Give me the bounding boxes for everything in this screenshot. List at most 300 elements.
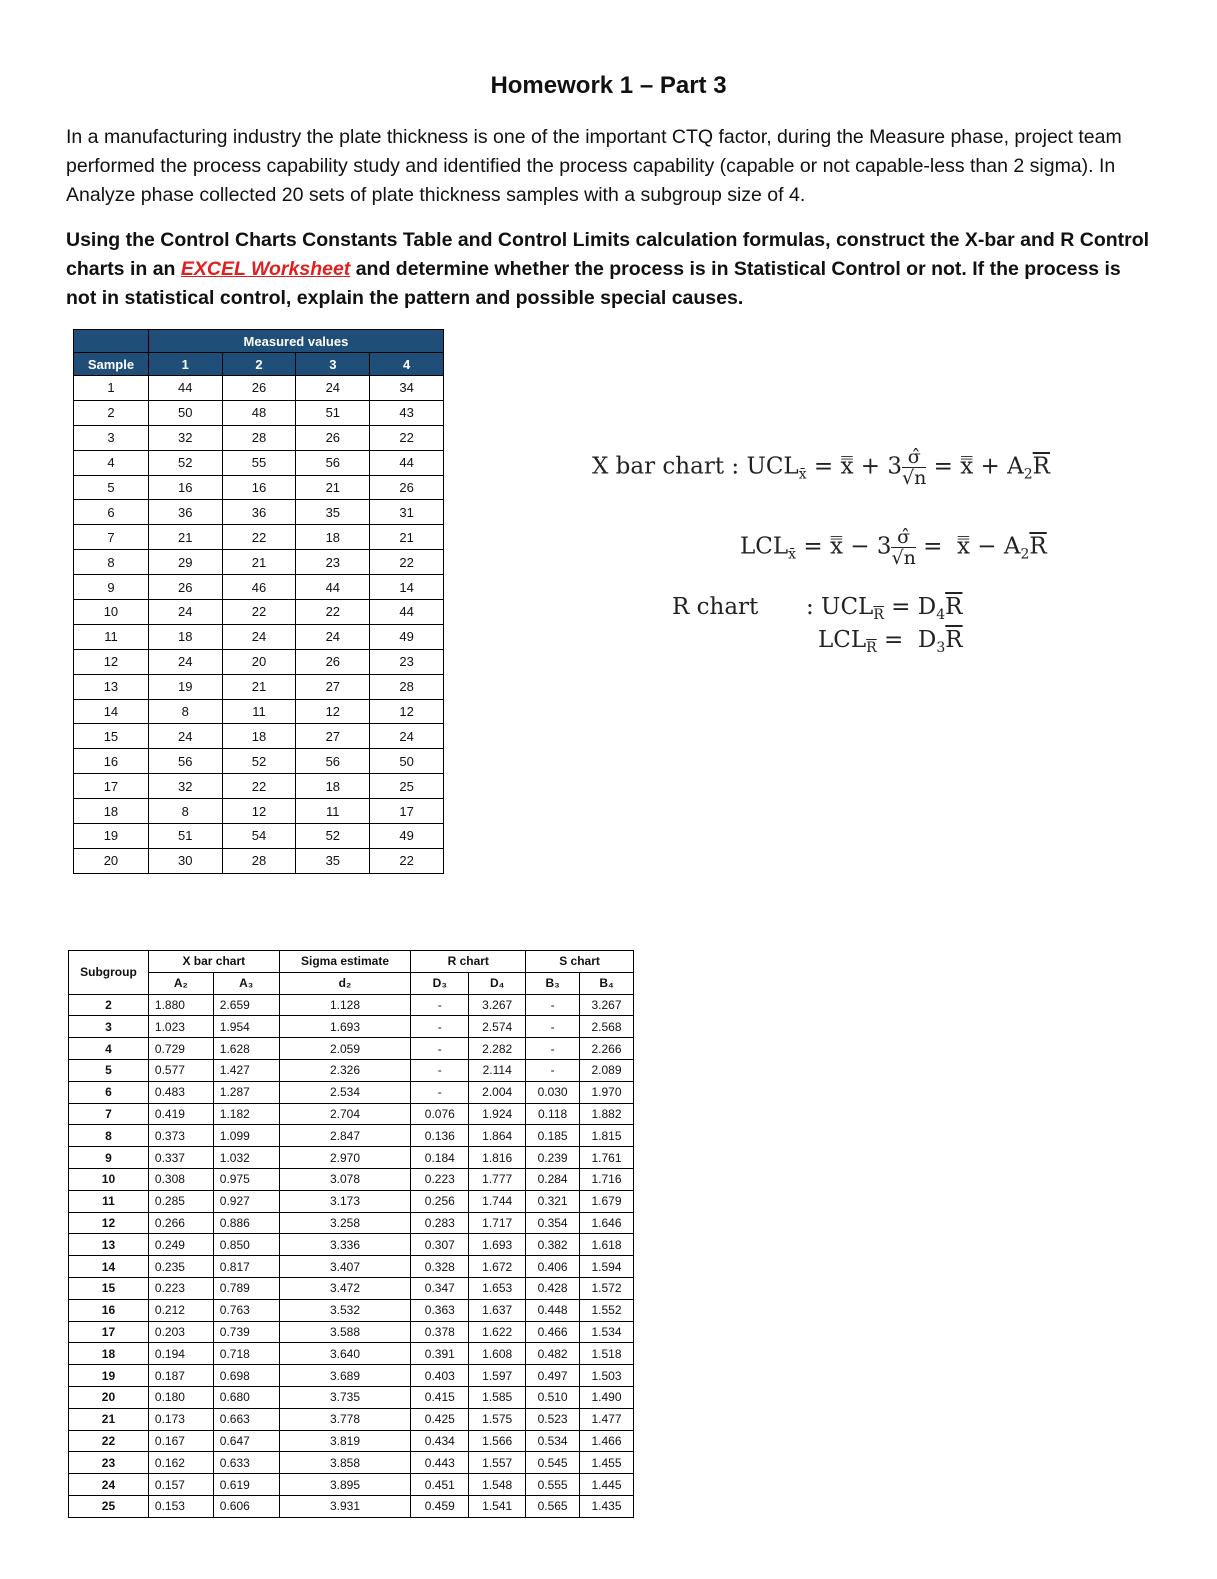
table-row: [74, 774, 444, 799]
r-ucl-label: : UCL: [806, 594, 874, 620]
table-row: [74, 600, 444, 625]
constant-value: 3.173: [279, 1190, 411, 1212]
measured-value: 22: [370, 550, 444, 575]
constant-value: 3.778: [279, 1408, 411, 1430]
measured-value: 21: [296, 475, 370, 500]
measured-value: 23: [296, 550, 370, 575]
b3-header: B₃: [526, 972, 580, 994]
subgroup-size: 11: [69, 1190, 149, 1212]
measured-value: 36: [148, 500, 222, 525]
table-row: [69, 1408, 634, 1430]
measured-value: 21: [148, 525, 222, 550]
constant-value: 3.735: [279, 1386, 411, 1408]
measured-value: 24: [222, 624, 296, 649]
table-row: [69, 1452, 634, 1474]
constant-value: 0.378: [411, 1321, 469, 1343]
constant-value: 0.363: [411, 1299, 469, 1321]
constant-value: 0.194: [148, 1343, 213, 1365]
constant-value: 1.864: [469, 1125, 526, 1147]
constant-value: 0.266: [148, 1212, 213, 1234]
subgroup-size: 10: [69, 1168, 149, 1190]
measured-value: 31: [370, 500, 444, 525]
constant-value: 0.577: [148, 1059, 213, 1081]
sample-number: 7: [74, 525, 149, 550]
table-row: [69, 1365, 634, 1387]
subgroup-size: 5: [69, 1059, 149, 1081]
constant-value: 1.672: [469, 1256, 526, 1278]
measured-values-header: Measured values: [148, 330, 443, 353]
constant-value: 0.419: [148, 1103, 213, 1125]
a2-header: A₂: [148, 972, 213, 994]
measured-value: 21: [222, 674, 296, 699]
constant-value: 1.503: [580, 1365, 634, 1387]
measured-value: 36: [222, 500, 296, 525]
table-row: [74, 376, 444, 401]
table-row: [74, 400, 444, 425]
measured-value: 29: [148, 550, 222, 575]
table-row: [69, 1256, 634, 1278]
sample-number: 1: [74, 376, 149, 401]
sample-number: 5: [74, 475, 149, 500]
measured-value: 17: [370, 799, 444, 824]
constant-value: 0.763: [213, 1299, 279, 1321]
table-row: [69, 1103, 634, 1125]
constant-value: 0.307: [411, 1234, 469, 1256]
constant-value: 1.816: [469, 1147, 526, 1169]
constant-value: 2.282: [469, 1038, 526, 1060]
subgroup-size: 2: [69, 994, 149, 1016]
constant-value: -: [411, 1059, 469, 1081]
constant-value: -: [526, 994, 580, 1016]
measured-value: 11: [222, 699, 296, 724]
constant-value: 0.497: [526, 1365, 580, 1387]
constant-value: 0.729: [148, 1038, 213, 1060]
constant-value: 0.698: [213, 1365, 279, 1387]
table-row: [69, 1081, 634, 1103]
constant-value: 1.585: [469, 1386, 526, 1408]
constant-value: 0.185: [526, 1125, 580, 1147]
measured-value: 14: [370, 575, 444, 600]
measured-value: 24: [148, 600, 222, 625]
constant-value: -: [411, 1038, 469, 1060]
constant-value: 3.078: [279, 1168, 411, 1190]
constant-value: 1.693: [279, 1016, 411, 1038]
constant-value: 1.128: [279, 994, 411, 1016]
measured-value: 32: [148, 774, 222, 799]
constant-value: 1.608: [469, 1343, 526, 1365]
col-header-2: 2: [222, 353, 296, 376]
measured-value: 28: [222, 848, 296, 873]
constant-value: 0.789: [213, 1277, 279, 1299]
constant-value: 0.428: [526, 1277, 580, 1299]
measured-value: 34: [370, 376, 444, 401]
table-row: [69, 994, 634, 1016]
measured-value: 28: [370, 674, 444, 699]
table-row: [74, 699, 444, 724]
table-row: [74, 848, 444, 873]
table-row: [69, 1495, 634, 1517]
constant-value: 2.574: [469, 1016, 526, 1038]
measured-value: 8: [148, 799, 222, 824]
constant-value: 0.975: [213, 1168, 279, 1190]
constant-value: 0.347: [411, 1277, 469, 1299]
r-chart-label: R chart: [672, 594, 759, 620]
table-row: [74, 749, 444, 774]
constant-value: 0.817: [213, 1256, 279, 1278]
measured-value: 51: [148, 824, 222, 849]
constant-value: 1.182: [213, 1103, 279, 1125]
r-ucl-formula: : $UCL_{\overline{R}} = D_4\overline{R}$: [806, 594, 963, 623]
constant-value: 2.970: [279, 1147, 411, 1169]
constant-value: 0.223: [148, 1277, 213, 1299]
constant-value: 0.337: [148, 1147, 213, 1169]
table-row: [69, 1386, 634, 1408]
subgroup-size: 24: [69, 1474, 149, 1496]
measured-value: 44: [370, 450, 444, 475]
subgroup-size: 3: [69, 1016, 149, 1038]
sigma-estimate-header: Sigma estimate: [279, 951, 411, 973]
subgroup-size: 17: [69, 1321, 149, 1343]
constant-value: 1.693: [469, 1234, 526, 1256]
measured-value: 22: [222, 525, 296, 550]
constant-value: 0.076: [411, 1103, 469, 1125]
constant-value: 0.483: [148, 1081, 213, 1103]
constant-value: 1.023: [148, 1016, 213, 1038]
table-row: [74, 674, 444, 699]
measured-value: 56: [296, 450, 370, 475]
measured-value: 25: [370, 774, 444, 799]
sample-number: 10: [74, 600, 149, 625]
measured-value: 55: [222, 450, 296, 475]
subgroup-size: 13: [69, 1234, 149, 1256]
constant-value: 1.716: [580, 1168, 634, 1190]
r-chart-header: R chart: [411, 951, 526, 973]
constant-value: 0.448: [526, 1299, 580, 1321]
subgroup-header: Subgroup: [69, 951, 149, 995]
constant-value: 1.435: [580, 1495, 634, 1517]
constant-value: 3.689: [279, 1365, 411, 1387]
constant-value: 1.622: [469, 1321, 526, 1343]
constant-value: 0.354: [526, 1212, 580, 1234]
measured-value: 24: [296, 624, 370, 649]
s-chart-header: S chart: [526, 951, 634, 973]
measured-value: 52: [296, 824, 370, 849]
constant-value: 1.679: [580, 1190, 634, 1212]
measured-value: 48: [222, 400, 296, 425]
sample-number: 11: [74, 624, 149, 649]
constant-value: 3.640: [279, 1343, 411, 1365]
sample-number: 9: [74, 575, 149, 600]
constant-value: 0.606: [213, 1495, 279, 1517]
measured-value: 44: [296, 575, 370, 600]
constant-value: 2.847: [279, 1125, 411, 1147]
measured-value: 32: [148, 425, 222, 450]
measured-value: 24: [148, 724, 222, 749]
measured-value: 24: [296, 376, 370, 401]
constant-value: 1.557: [469, 1452, 526, 1474]
measured-value: 54: [222, 824, 296, 849]
table-row: [74, 724, 444, 749]
sample-number: 3: [74, 425, 149, 450]
constant-value: 0.030: [526, 1081, 580, 1103]
constant-value: 3.819: [279, 1430, 411, 1452]
table-row: [69, 1430, 634, 1452]
constant-value: 0.308: [148, 1168, 213, 1190]
constant-value: 1.761: [580, 1147, 634, 1169]
measured-value: 22: [370, 425, 444, 450]
xbar-ucl-formula: X bar chart : $UCL_{x̄}$ = x̿ + 3 $\frac{\sigmâ}{√n}$ = x̿ + $A_2\overline{R}$: [592, 446, 1050, 489]
table-row: [69, 1343, 634, 1365]
measured-value: 56: [148, 749, 222, 774]
sample-number: 12: [74, 649, 149, 674]
measured-value: 52: [148, 450, 222, 475]
constant-value: 1.099: [213, 1125, 279, 1147]
instruction-part1: Using the Control Charts Constants Table and Control Limits calculation formulas, construct the X-bar and R Control charts in an: [66, 229, 1150, 280]
constant-value: 0.136: [411, 1125, 469, 1147]
constant-value: 1.455: [580, 1452, 634, 1474]
constant-value: 0.285: [148, 1190, 213, 1212]
table-row: [69, 1277, 634, 1299]
constant-value: 0.284: [526, 1168, 580, 1190]
constant-value: 1.628: [213, 1038, 279, 1060]
constant-value: 0.619: [213, 1474, 279, 1496]
measured-value: 35: [296, 500, 370, 525]
subgroup-size: 23: [69, 1452, 149, 1474]
measured-value: 21: [370, 525, 444, 550]
constant-value: 0.886: [213, 1212, 279, 1234]
table-row: [69, 1147, 634, 1169]
measured-value: 27: [296, 674, 370, 699]
constant-value: 0.482: [526, 1343, 580, 1365]
r-lcl-formula: $LCL_{\overline{R}} = D_3\overline{R}$: [818, 627, 963, 656]
table-row: [74, 575, 444, 600]
table-row: [74, 799, 444, 824]
constant-value: 1.594: [580, 1256, 634, 1278]
d3-header: D₃: [411, 972, 469, 994]
table-row: [74, 500, 444, 525]
measured-value: 22: [222, 774, 296, 799]
constant-value: 0.167: [148, 1430, 213, 1452]
constant-value: 1.744: [469, 1190, 526, 1212]
table-row: [74, 450, 444, 475]
constant-value: 1.717: [469, 1212, 526, 1234]
measured-value: 46: [222, 575, 296, 600]
constant-value: 1.618: [580, 1234, 634, 1256]
constant-value: 2.266: [580, 1038, 634, 1060]
constant-value: 2.004: [469, 1081, 526, 1103]
table-row: [74, 425, 444, 450]
sample-number: 18: [74, 799, 149, 824]
table-row: [69, 1321, 634, 1343]
measured-value: 24: [370, 724, 444, 749]
measured-value: 49: [370, 624, 444, 649]
measured-value: 18: [296, 525, 370, 550]
subgroup-size: 9: [69, 1147, 149, 1169]
constant-value: 2.326: [279, 1059, 411, 1081]
constant-value: 1.518: [580, 1343, 634, 1365]
measured-value: 8: [148, 699, 222, 724]
measured-value: 24: [148, 649, 222, 674]
table-row: [69, 1474, 634, 1496]
measured-value: 26: [370, 475, 444, 500]
instruction-paragraph: [66, 226, 1151, 313]
sample-number: 16: [74, 749, 149, 774]
constant-value: 0.523: [526, 1408, 580, 1430]
intro-paragraph: In a manufacturing industry the plate thickness is one of the important CTQ factor, during the Measure phase, project team performed the process capability study and identified the process capability (capable or not capable-less than 2 sigma). In Analyze phase collected 20 sets of plate thickness samples with a subgroup size of 4.: [66, 126, 1122, 206]
sample-number: 15: [74, 724, 149, 749]
constant-value: 0.321: [526, 1190, 580, 1212]
constant-value: 3.532: [279, 1299, 411, 1321]
constant-value: 2.704: [279, 1103, 411, 1125]
subgroup-size: 22: [69, 1430, 149, 1452]
constant-value: 0.739: [213, 1321, 279, 1343]
constant-value: 1.815: [580, 1125, 634, 1147]
control-chart-constants-table: [68, 950, 634, 1518]
constant-value: 3.472: [279, 1277, 411, 1299]
constant-value: 3.336: [279, 1234, 411, 1256]
measured-value: 26: [296, 425, 370, 450]
constant-value: 0.239: [526, 1147, 580, 1169]
constant-value: 0.565: [526, 1495, 580, 1517]
constant-value: 0.256: [411, 1190, 469, 1212]
constant-value: 0.510: [526, 1386, 580, 1408]
table-row: [74, 624, 444, 649]
constant-value: 1.466: [580, 1430, 634, 1452]
constant-value: 1.880: [148, 994, 213, 1016]
constant-value: 1.637: [469, 1299, 526, 1321]
constant-value: 2.114: [469, 1059, 526, 1081]
constant-value: 0.718: [213, 1343, 279, 1365]
constant-value: 1.566: [469, 1430, 526, 1452]
subgroup-size: 18: [69, 1343, 149, 1365]
constant-value: -: [526, 1016, 580, 1038]
subgroup-size: 25: [69, 1495, 149, 1517]
subgroup-size: 16: [69, 1299, 149, 1321]
constant-value: 0.434: [411, 1430, 469, 1452]
constant-value: 2.534: [279, 1081, 411, 1103]
measured-values-body: [74, 376, 444, 874]
constant-value: 3.931: [279, 1495, 411, 1517]
sample-number: 13: [74, 674, 149, 699]
measured-value: 16: [222, 475, 296, 500]
measured-value: 11: [296, 799, 370, 824]
xbar-lcl-formula: $LCL_{x̄}$ = x̿ − 3 $\frac{\sigmâ}{√n}$ = x̿ − $A_2\overline{R}$: [740, 526, 1047, 569]
measured-value: 12: [370, 699, 444, 724]
constant-value: 1.575: [469, 1408, 526, 1430]
constant-value: 0.633: [213, 1452, 279, 1474]
measured-value: 52: [222, 749, 296, 774]
d4-header: D₄: [469, 972, 526, 994]
page-title: Homework 1 – Part 3: [490, 72, 727, 99]
measured-value: 22: [370, 848, 444, 873]
sample-number: 2: [74, 400, 149, 425]
constant-value: 1.777: [469, 1168, 526, 1190]
subgroup-size: 12: [69, 1212, 149, 1234]
constant-value: 2.089: [580, 1059, 634, 1081]
constant-value: 0.187: [148, 1365, 213, 1387]
constant-value: 0.184: [411, 1147, 469, 1169]
constant-value: 0.459: [411, 1495, 469, 1517]
constant-value: 0.680: [213, 1386, 279, 1408]
constant-value: 1.646: [580, 1212, 634, 1234]
constant-value: 0.328: [411, 1256, 469, 1278]
constant-value: 1.572: [580, 1277, 634, 1299]
measured-value: 30: [148, 848, 222, 873]
constant-value: 0.534: [526, 1430, 580, 1452]
table-row: [74, 525, 444, 550]
constant-value: 0.403: [411, 1365, 469, 1387]
measured-value: 43: [370, 400, 444, 425]
table-row: [74, 824, 444, 849]
constant-value: 0.415: [411, 1386, 469, 1408]
measured-value: 44: [370, 600, 444, 625]
subgroup-size: 6: [69, 1081, 149, 1103]
sample-number: 6: [74, 500, 149, 525]
constant-value: 0.451: [411, 1474, 469, 1496]
constant-value: 1.552: [580, 1299, 634, 1321]
measured-value: 44: [148, 376, 222, 401]
sample-number: 19: [74, 824, 149, 849]
col-header-4: 4: [370, 353, 444, 376]
measured-value: 28: [222, 425, 296, 450]
constant-value: 1.882: [580, 1103, 634, 1125]
constant-value: -: [526, 1038, 580, 1060]
b4-header: B₄: [580, 972, 634, 994]
constant-value: -: [411, 1081, 469, 1103]
measured-value: 12: [296, 699, 370, 724]
constant-value: 0.850: [213, 1234, 279, 1256]
constant-value: 1.653: [469, 1277, 526, 1299]
constant-value: 3.267: [580, 994, 634, 1016]
constant-value: 2.659: [213, 994, 279, 1016]
measured-value: 50: [370, 749, 444, 774]
xbar-chart-header: X bar chart: [148, 951, 279, 973]
measured-value: 12: [222, 799, 296, 824]
constant-value: 0.391: [411, 1343, 469, 1365]
constant-value: 3.258: [279, 1212, 411, 1234]
constant-value: 0.425: [411, 1408, 469, 1430]
constant-value: 1.970: [580, 1081, 634, 1103]
excel-worksheet-link[interactable]: EXCEL Worksheet: [180, 258, 351, 280]
constant-value: 0.249: [148, 1234, 213, 1256]
subgroup-size: 4: [69, 1038, 149, 1060]
measured-value: 56: [296, 749, 370, 774]
col-header-3: 3: [296, 353, 370, 376]
constant-value: 0.162: [148, 1452, 213, 1474]
sample-number: 4: [74, 450, 149, 475]
table-row: [69, 1234, 634, 1256]
constant-value: 1.427: [213, 1059, 279, 1081]
measured-value: 18: [148, 624, 222, 649]
constant-value: 2.568: [580, 1016, 634, 1038]
sample-number: 20: [74, 848, 149, 873]
subgroup-size: 19: [69, 1365, 149, 1387]
constant-value: 1.954: [213, 1016, 279, 1038]
measured-value: 51: [296, 400, 370, 425]
constant-value: 0.443: [411, 1452, 469, 1474]
constants-body: [69, 994, 634, 1517]
table-row: [69, 1168, 634, 1190]
constant-value: 1.477: [580, 1408, 634, 1430]
header-blank: [74, 330, 149, 353]
constant-value: 1.534: [580, 1321, 634, 1343]
measured-value: 26: [148, 575, 222, 600]
measured-value: 27: [296, 724, 370, 749]
subgroup-size: 14: [69, 1256, 149, 1278]
subgroup-size: 8: [69, 1125, 149, 1147]
measured-value: 18: [296, 774, 370, 799]
constant-value: 3.858: [279, 1452, 411, 1474]
